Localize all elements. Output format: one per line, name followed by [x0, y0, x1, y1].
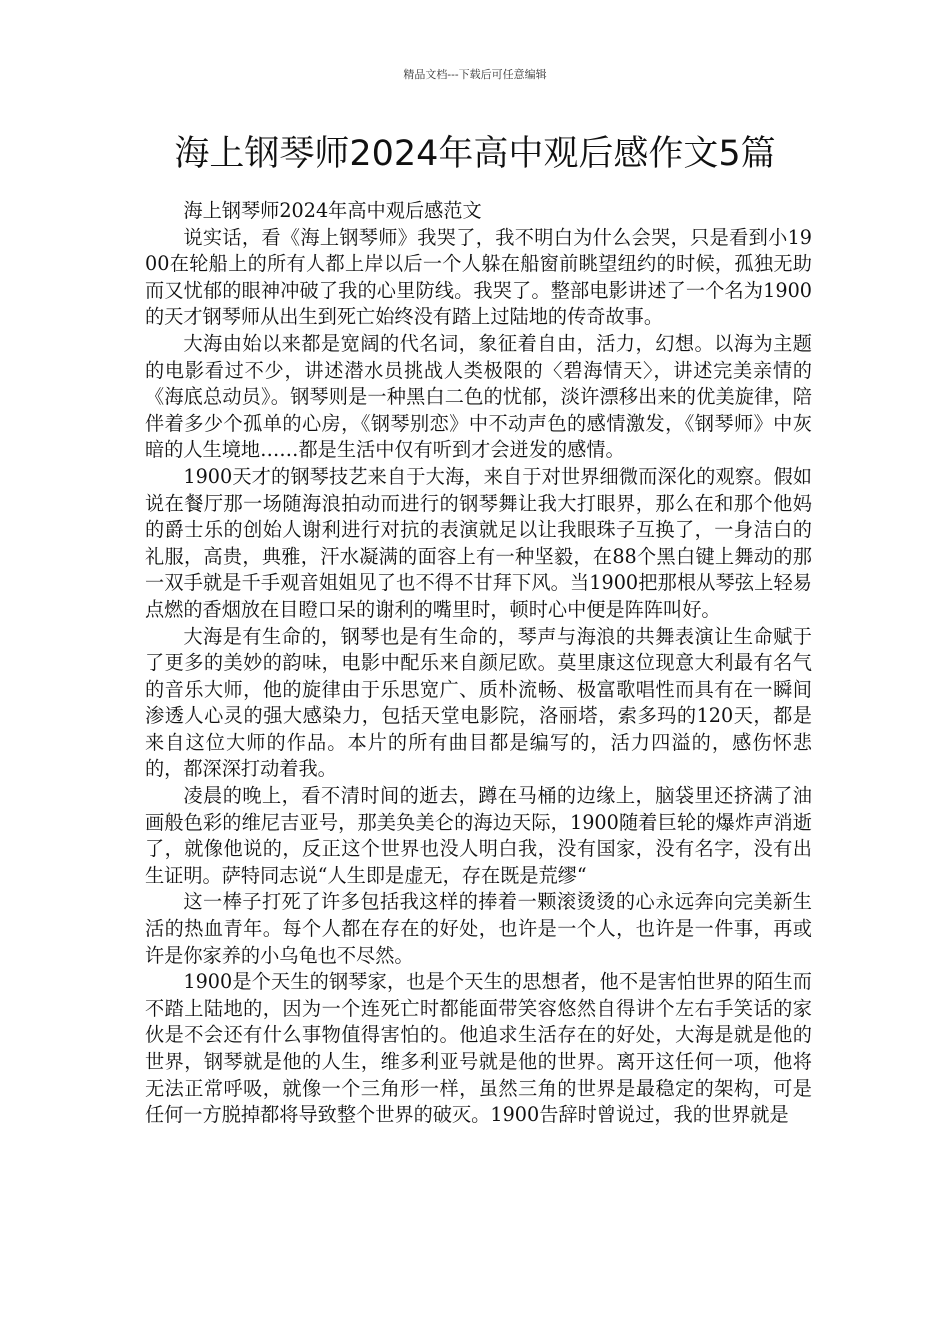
header-note: 精品文档---下载后可任意编辑 — [403, 68, 547, 81]
paragraph: 说实话，看《海上钢琴师》我哭了，我不明白为什么会哭，只是看到小1900在轮船上的所有人都上岸以后一个人躲在船窗前眺望纽约的时候，孤独无助而又忧郁的眼神冲破了我的心里防线。我哭了。整部电影讲述了一个名为1900的天才钢琴师从出生到死亡始终没有踏上过陆地的传奇故事。 — [145, 225, 812, 329]
paragraph: 凌晨的晚上，看不清时间的逝去，蹲在马桶的边缘上，脑袋里还挤满了油画般色彩的维尼吉亚号，那美奂美仑的海边天际，1900随着巨轮的爆炸声消逝了，就像他说的，反正这个世界也没人明白我，没有国家，没有名字，没有出生证明。萨特同志说“人生即是虚无，存在既是荒缪“ — [145, 784, 812, 887]
document-body — [145, 198, 812, 1129]
document-title: 海上钢琴师2024年高中观后感作文5篇 — [174, 134, 776, 174]
paragraph: 海上钢琴师2024年高中观后感范文 — [183, 199, 482, 222]
paragraph: 这一棒子打死了许多包括我这样的捧着一颗滚烫烫的心永远奔向完美新生活的热血青年。每个人都在存在的好处，也许是一个人，也许是一件事，再或许是你家养的小乌龟也不尽然。 — [145, 890, 812, 967]
paragraph: 大海是有生命的，钢琴也是有生命的，琴声与海浪的共舞表演让生命赋于了更多的美妙的韵味，电影中配乐来自颜尼欧。莫里康这位现意大利最有名气的音乐大师，他的旋律由于乐思宽广、质朴流畅、极富歌唱性而具有在一瞬间渗透人心灵的强大感染力，包括天堂电影院，洛丽塔，索多玛的120天，都是来自这位大师的作品。本片的所有曲目都是编写的，活力四溢的，感伤怀悲的，都深深打动着我。 — [145, 624, 812, 781]
paragraph: 大海由始以来都是宽阔的代名词，象征着自由，活力，幻想。以海为主题的电影看过不少，讲述潜水员挑战人类极限的〈碧海情天〉，讲述完美亲情的《海底总动员》。钢琴则是一种黑白二色的忧郁，淡许漂移出来的优美旋律，陪伴着多少个孤单的心房，《钢琴别恋》中不动声色的感情激发，《钢琴师》中灰暗的人生境地……都是生活中仅有听到才会迸发的感情。 — [145, 331, 812, 462]
paragraph: 1900是个天生的钢琴家，也是个天生的思想者，他不是害怕世界的陌生而不踏上陆地的，因为一个连死亡时都能面带笑容悠然自得讲个左右手笑话的家伙是不会还有什么事物值得害怕的。他追求生活存在的好处，大海是就是他的世界，钢琴就是他的人生，维多利亚号就是他的世界。离开这任何一项，他将无法正常呼吸，就像一个三角形一样，虽然三角的世界是最稳定的架构，可是任何一方脱掉都将导致整个世界的破灭。1900告辞时曾说过，我的世界就是 — [145, 970, 812, 1127]
paragraph: 1900天才的钢琴技艺来自于大海，来自于对世界细微而深化的观察。假如说在餐厅那一场随海浪拍动而进行的钢琴舞让我大打眼界，那么在和那个他妈的爵士乐的创始人谢利进行对抗的表演就足以让我眼珠子互换了，一身洁白的礼服，高贵，典雅，汗水凝满的面容上有一种坚毅，在88个黑白键上舞动的那一双手就是千手观音姐姐见了也不得不甘拜下风。当1900把那根从琴弦上轻易点燃的香烟放在目瞪口呆的谢利的嘴里时，顿时心中便是阵阵叫好。 — [145, 464, 812, 621]
